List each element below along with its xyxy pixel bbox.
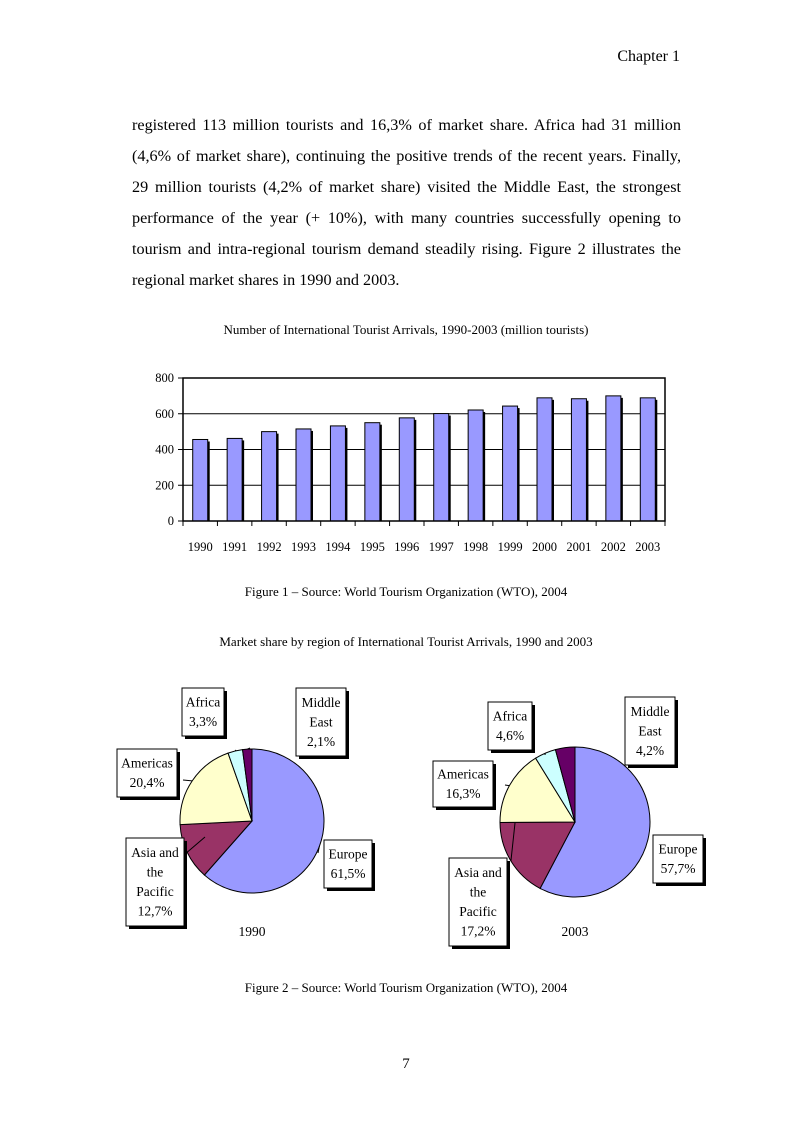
slice-label: 2,1%	[306, 733, 336, 749]
pie-charts	[0, 675, 794, 955]
x-tick-label: 1990	[187, 540, 213, 554]
bar-1992	[262, 432, 277, 521]
bar-1994	[330, 426, 345, 521]
x-tick-label: 2003	[635, 540, 661, 554]
slice-label: 12,7%	[137, 903, 173, 919]
x-tick-label: 1991	[222, 540, 248, 554]
slice-label: Africa	[185, 694, 221, 710]
slice-label: 61,5%	[330, 866, 366, 881]
bar-1997	[434, 414, 449, 521]
x-tick-label: 2001	[566, 540, 592, 554]
slice-label: Pacific	[459, 904, 497, 919]
pie-year-label: 2003	[561, 924, 589, 939]
slice-label: 3,3%	[188, 714, 218, 729]
slice-label: Asia and	[454, 865, 502, 880]
page-number: 7	[402, 1056, 410, 1072]
y-tick-label: 800	[155, 371, 174, 385]
chapter-header: Chapter 1	[617, 48, 680, 65]
slice-label: 20,4%	[129, 775, 165, 790]
slice-label: Americas	[121, 755, 173, 771]
figure2-title: Market share by region of International Tourist Arrivals, 1990 and 2003	[219, 634, 593, 649]
x-tick-label: 1997	[428, 540, 454, 554]
slice-label: Middle	[301, 694, 341, 710]
bar-2000	[537, 398, 552, 521]
body-paragraph: registered 113 million tourists and 16,3% of market share. Africa had 31 million (4,6% of market share), continuing the positive trends of the recent years. Finally, 29 million tourists (4,2% of market share) visited the Middle East, the strongest performance of the year (+ 10%), with many countries successfully opening to tourism and intra-regional tourism demand steadily rising. Figure 2 illustrates the regional market shares in 1990 and 2003.	[132, 116, 681, 289]
bar-chart	[0, 360, 794, 560]
bar-1991	[227, 438, 242, 521]
slice-label: Middle	[630, 703, 670, 719]
slice-label: 16,3%	[445, 786, 481, 801]
y-tick-label: 600	[155, 406, 174, 421]
bar-1998	[468, 410, 483, 521]
y-tick-label: 400	[155, 442, 174, 457]
leader-line	[505, 785, 509, 786]
slice-label: 17,2%	[460, 923, 496, 939]
slice-label: Pacific	[136, 884, 174, 899]
bar-1990	[193, 439, 208, 521]
slice-label: 57,7%	[660, 861, 696, 876]
figure2-caption: Figure 2 – Source: World Tourism Organization (WTO), 2004	[244, 980, 568, 995]
bar-2003	[640, 398, 655, 521]
bar-1999	[503, 406, 518, 521]
leader-line	[235, 750, 236, 751]
x-tick-label: 1995	[359, 540, 385, 554]
bar-1996	[399, 418, 414, 521]
x-tick-label: 1994	[325, 540, 351, 554]
bar-2002	[606, 396, 621, 521]
slice-label: 4,6%	[495, 728, 525, 743]
y-tick-label: 0	[167, 514, 174, 528]
slice-label: the	[469, 884, 487, 900]
slice-label: Africa	[492, 708, 528, 724]
figure1-caption: Figure 1 – Source: World Tourism Organization (WTO), 2004	[244, 584, 568, 599]
slice-label: Europe	[328, 846, 368, 862]
y-tick-label: 200	[155, 478, 174, 493]
slice-label: East	[638, 723, 662, 739]
slice-label: East	[309, 714, 333, 730]
slice-label: Americas	[437, 766, 489, 782]
leader-line	[183, 780, 192, 781]
x-tick-label: 1993	[291, 540, 316, 554]
bar-2001	[571, 399, 586, 521]
x-tick-label: 1999	[497, 540, 523, 554]
x-tick-label: 2000	[532, 540, 557, 554]
slice-label: Asia and	[131, 845, 179, 860]
x-tick-label: 1998	[463, 540, 489, 554]
x-tick-label: 1996	[394, 540, 420, 554]
x-tick-label: 1992	[256, 540, 282, 554]
slice-label: 4,2%	[635, 742, 665, 758]
slice-label: the	[146, 864, 164, 880]
bar-1995	[365, 423, 380, 521]
x-tick-label: 2002	[600, 540, 626, 554]
bar-1993	[296, 429, 311, 521]
figure1-title: Number of International Tourist Arrivals, 1990-2003 (million tourists)	[223, 322, 589, 337]
slice-label: Europe	[658, 841, 698, 857]
pie-year-label: 1990	[238, 924, 266, 939]
